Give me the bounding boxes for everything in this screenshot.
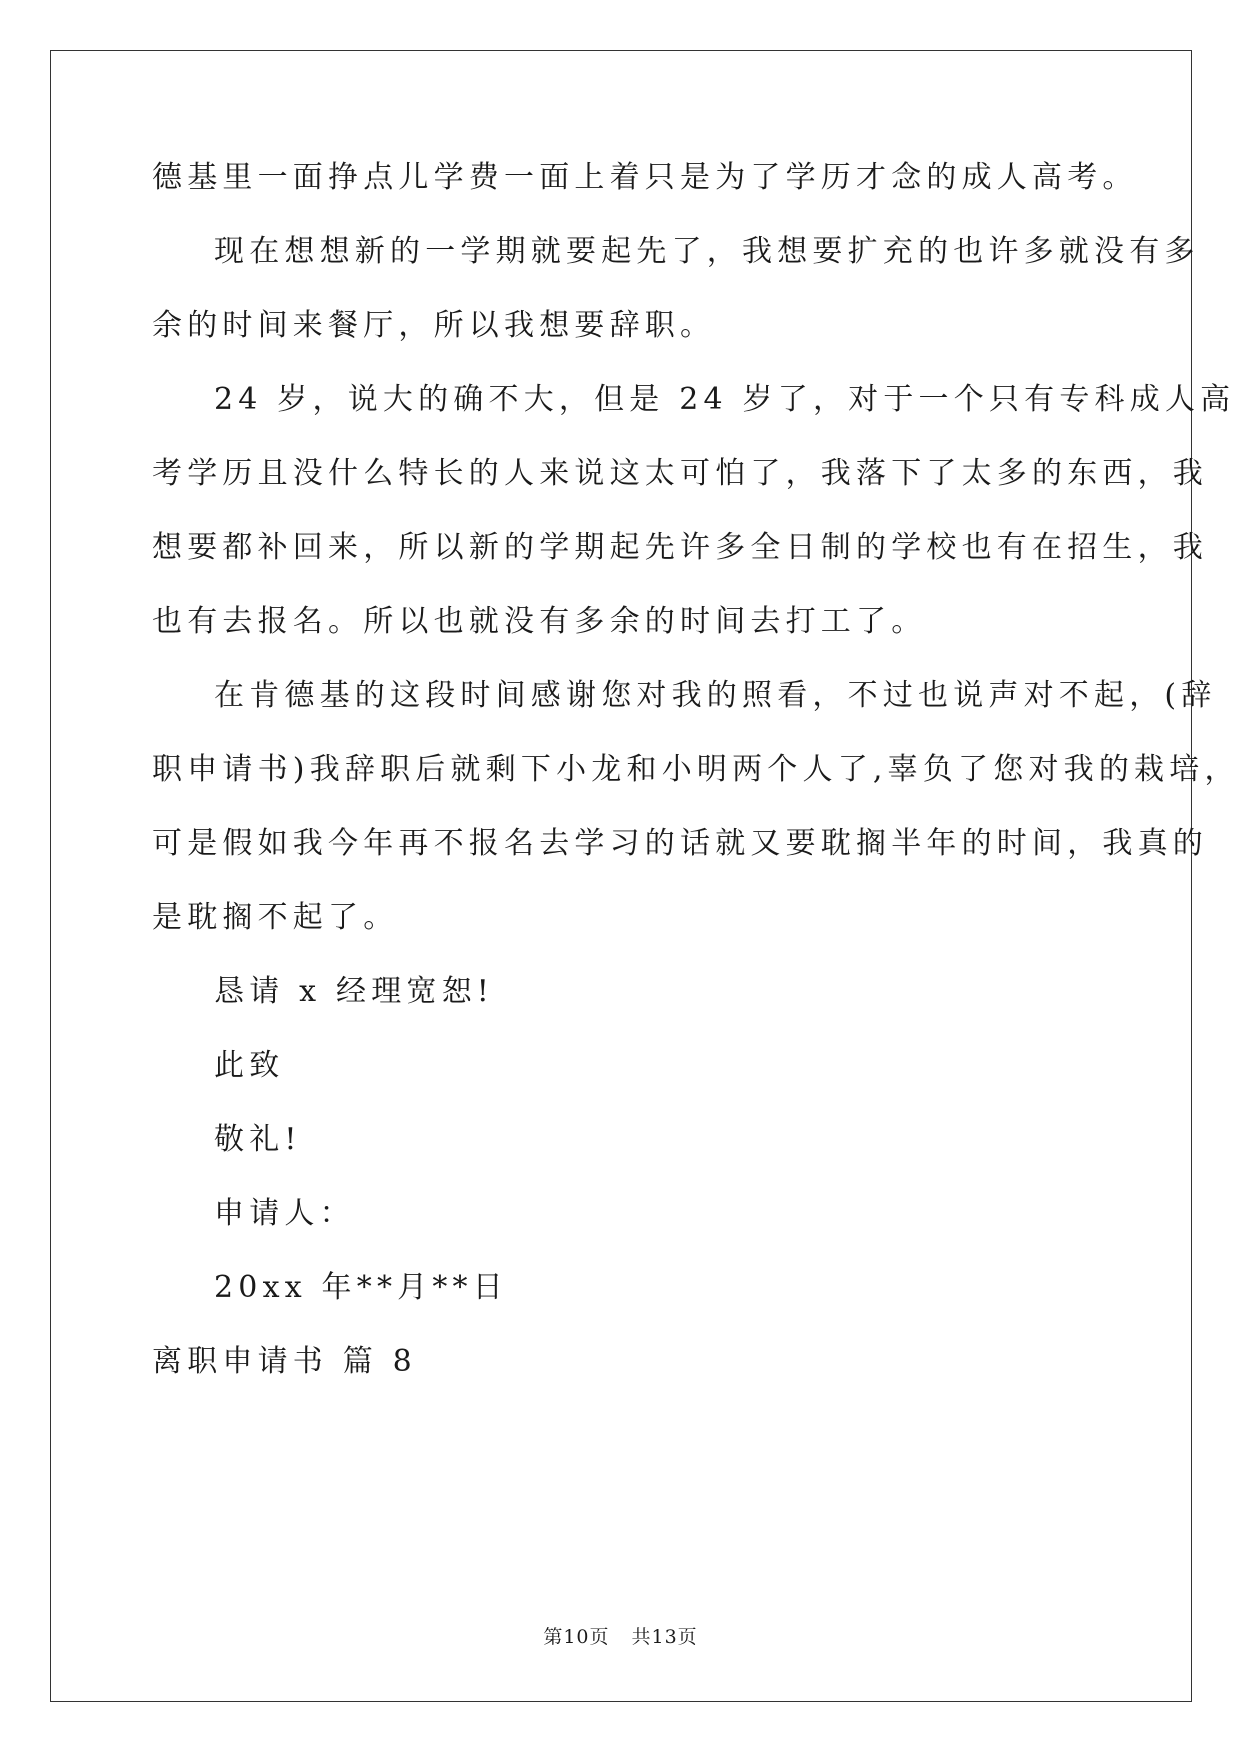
applicant-label: 申请人： <box>214 1196 355 1231</box>
page-border <box>50 50 1192 1702</box>
page-number: 第10页 <box>543 1626 610 1648</box>
paragraph-line: 也有去报名。所以也就没有多余的时间去打工了。 <box>152 604 927 639</box>
closing-salutation: 此致 <box>214 1048 285 1083</box>
paragraph-line: 想要都补回来，所以新的学期起先许多全日制的学校也有在招生，我 <box>152 530 1208 565</box>
section-heading: 离职申请书 篇 8 <box>152 1344 417 1379</box>
paragraph-line: 24 岁，说大的确不大，但是 24 岁了，对于一个只有专科成人高 <box>214 382 1236 417</box>
paragraph-line: 考学历且没什么特长的人来说这太可怕了，我落下了太多的东西，我 <box>152 456 1208 491</box>
paragraph-line: 在肯德基的这段时间感谢您对我的照看，不过也说声对不起，(辞 <box>214 678 1217 713</box>
paragraph-line: 可是假如我今年再不报名去学习的话就又要耽搁半年的时间，我真的 <box>152 826 1208 861</box>
date-line: 20xx 年**月**日 <box>214 1270 508 1305</box>
paragraph-line: 职申请书)我辞职后就剩下小龙和小明两个人了,辜负了您对我的栽培， <box>152 752 1240 787</box>
page-footer <box>0 1622 1241 1649</box>
paragraph-line: 德基里一面挣点儿学费一面上着只是为了学历才念的成人高考。 <box>152 160 1138 195</box>
paragraph-line: 是耽搁不起了。 <box>152 900 399 935</box>
closing-request: 恳请 x 经理宽恕! <box>214 974 495 1009</box>
closing-regards: 敬礼! <box>214 1122 302 1157</box>
paragraph-line: 余的时间来餐厅，所以我想要辞职。 <box>152 308 716 343</box>
page-total: 共13页 <box>631 1626 698 1648</box>
paragraph-line: 现在想想新的一学期就要起先了，我想要扩充的也许多就没有多 <box>214 234 1200 269</box>
